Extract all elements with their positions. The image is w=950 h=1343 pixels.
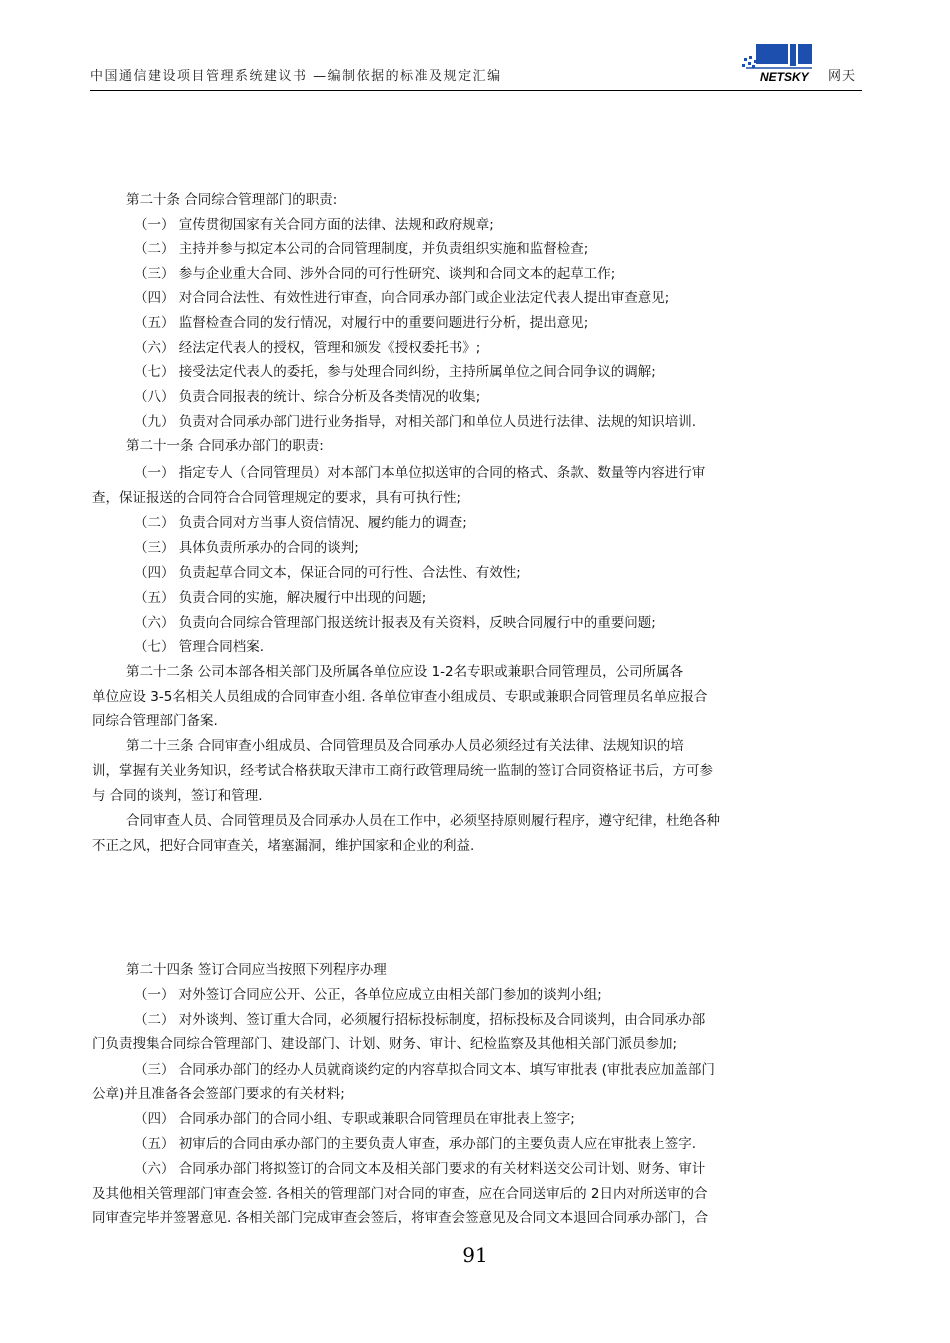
list-item: （四） 对合同合法性、有效性进行审查，向合同承办部门或企业法定代表人提出审查意见; <box>134 290 670 306</box>
list-item: （九） 负责对合同承办部门进行业务指导，对相关部门和单位人员进行法律、法规的知识培训. <box>134 414 697 430</box>
paragraph-line: 门负责搜集合同综合管理部门、建设部门、计划、财务、审计、纪检监察及其他相关部门派员参加; <box>92 1036 678 1052</box>
list-item: （五） 负责合同的实施，解决履行中出现的问题; <box>134 590 427 606</box>
paragraph-line: 训，掌握有关业务知识，经考试合格获取天津市工商行政管理局统一监制的签订合同资格证书后，方可参 <box>92 763 713 779</box>
list-item: （七） 管理合同档案. <box>134 639 265 655</box>
company-name: 网天 <box>828 69 857 84</box>
paragraph-line: 同审查完毕并签署意见. 各相关部门完成审查会签后，将审查会签意见及合同文本退回合同承办部门，合 <box>92 1210 709 1226</box>
list-item: （二） 主持并参与拟定本公司的合同管理制度，并负责组织实施和监督检查; <box>134 241 589 257</box>
paragraph-line: 公章)并且准备各会签部门要求的有关材料; <box>92 1086 345 1102</box>
list-item: （四） 负责起草合同文本，保证合同的可行性、合法性、有效性; <box>134 565 521 581</box>
paragraph-line: 查，保证报送的合同符合合同管理规定的要求，具有可执行性; <box>92 490 462 506</box>
list-item: （一） 宣传贯彻国家有关合同方面的法律、法规和政府规章; <box>134 217 494 233</box>
article-heading: 第二十条 合同综合管理部门的职责: <box>126 192 338 208</box>
page-header <box>90 38 862 91</box>
list-item: （五） 监督检查合同的发行情况，对履行中的重要问题进行分析，提出意见; <box>134 315 589 331</box>
logo-text: NETSKY <box>760 70 809 84</box>
list-item: （六） 负责向合同综合管理部门报送统计报表及有关资料，反映合同履行中的重要问题; <box>134 615 656 631</box>
netsky-logo-icon <box>742 38 817 86</box>
article-heading: 第二十三条 合同审查小组成员、合同管理员及合同承办人员必须经过有关法律、法规知识的培 <box>126 738 684 754</box>
header-title: 中国通信建设项目管理系统建议书 —编制依据的标准及规定汇编 <box>90 69 502 84</box>
paragraph-line: 同综合管理部门备案. <box>92 713 218 729</box>
paragraph-line: 与 合同的谈判，签订和管理. <box>92 788 263 804</box>
paragraph-line: 及其他相关管理部门审查会签. 各相关的管理部门对合同的审查，应在合同送审后的 2日内对所送审的合 <box>92 1186 708 1202</box>
list-item: （六） 合同承办部门将拟签订的合同文本及相关部门要求的有关材料送交公司计划、财务、审计 <box>134 1161 706 1177</box>
list-item: （一） 指定专人（合同管理员）对本部门本单位拟送审的合同的格式、条款、数量等内容进行审 <box>134 465 706 481</box>
article-heading: 第二十二条 公司本部各相关部门及所属各单位应设 1-2名专职或兼职合同管理员，公司所属各 <box>126 664 684 680</box>
list-item: （八） 负责合同报表的统计、综合分析及各类情况的收集; <box>134 389 481 405</box>
list-item: （一） 对外签订合同应公开、公正，各单位应成立由相关部门参加的谈判小组; <box>134 987 602 1003</box>
list-item: （七） 接受法定代表人的委托，参与处理合同纠纷，主持所属单位之间合同争议的调解; <box>134 364 656 380</box>
list-item: （六） 经法定代表人的授权，管理和颁发《授权委托书》; <box>134 340 481 356</box>
list-item: （三） 参与企业重大合同、涉外合同的可行性研究、谈判和合同文本的起草工作; <box>134 266 616 282</box>
list-item: （二） 对外谈判、签订重大合同，必须履行招标投标制度，招标投标及合同谈判，由合同承办部 <box>134 1012 706 1028</box>
article-heading: 第二十四条 签订合同应当按照下列程序办理 <box>126 962 387 978</box>
list-item: （二） 负责合同对方当事人资信情况、履约能力的调查; <box>134 515 467 531</box>
list-item: （三） 具体负责所承办的合同的谈判; <box>134 540 359 556</box>
page-number: 91 <box>462 1243 488 1267</box>
paragraph-line: 单位应设 3-5名相关人员组成的合同审查小组. 各单位审查小组成员、专职或兼职合同管理员名单应报合 <box>92 689 708 705</box>
list-item: （五） 初审后的合同由承办部门的主要负责人审查，承办部门的主要负责人应在审批表上签字. <box>134 1136 697 1152</box>
article-heading: 第二十一条 合同承办部门的职责: <box>126 438 324 454</box>
list-item: （四） 合同承办部门的合同小组、专职或兼职合同管理员在审批表上签字; <box>134 1111 575 1127</box>
paragraph-line: 不正之风，把好合同审查关，堵塞漏洞，维护国家和企业的利益. <box>92 838 475 854</box>
paragraph-line: 合同审查人员、合同管理员及合同承办人员在工作中，必须坚持原则履行程序，遵守纪律，杜绝各种 <box>126 813 720 829</box>
list-item: （三） 合同承办部门的经办人员就商谈约定的内容草拟合同文本、填写审批表 (审批表应加盖部门 <box>134 1062 715 1078</box>
